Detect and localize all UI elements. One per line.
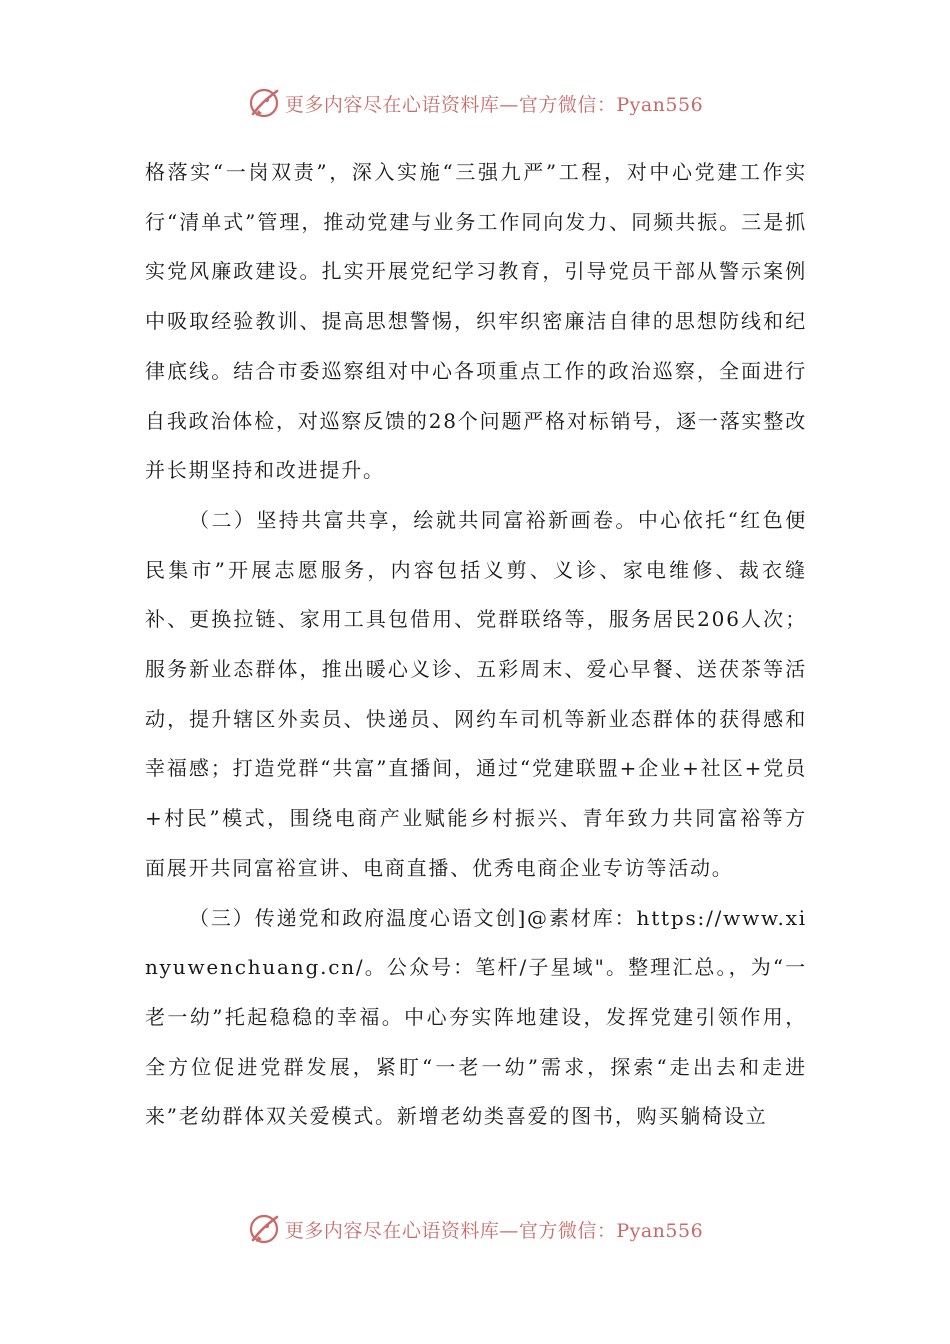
footer-banner [0, 1207, 950, 1251]
pen-logo-icon [247, 86, 281, 120]
footer-banner-text: 更多内容尽在心语资料库—官方微信：Pyan556 [284, 1219, 704, 1242]
paragraph-1: 格落实“一岗双责”，深入实施“三强九严”工程，对中心党建工作实行“清单式”管理，推动党建与业务工作同向发力、同频共振。三是抓实党风廉政建设。扎实开展党纪学习教育，引导党员干部从警示案例中吸取经验教训、提高思想警惕，织牢织密廉洁自律的思想防线和纪律底线。结合市委巡察组对中心各项重点工作的政治巡察，全面进行自我政治体检，对巡察反馈的28个问题严格对标销号，逐一落实整改并长期坚持和改进提升。 [145, 160, 807, 483]
pen-logo-icon [247, 1212, 281, 1246]
header-banner [0, 81, 950, 125]
paragraph-2: （二）坚持共富共享，绘就共同富裕新画卷。中心依托“红色便民集市”开展志愿服务，内容包括义剪、义诊、家电维修、裁衣缝补、更换拉链、家用工具包借用、党群联络等，服务居民206人次；服务新业态群体，推出暖心义诊、五彩周末、爱心早餐、送茯茶等活动，提升辖区外卖员、快递员、网约车司机等新业态群体的获得感和幸福感；打造党群“共富”直播间，通过“党建联盟+企业+社区+党员+村民”模式，围绕电商产业赋能乡村振兴、青年致力共同富裕等方面展开共同富裕宣讲、电商直播、优秀电商企业专访等活动。 [145, 507, 807, 880]
paragraph-3: （三）传递党和政府温度心语文创]@素材库：https://www.xinyuwenchuang.cn/。公众号：笔杆/子星域"。整理汇总。，为“一老一幼”托起稳稳的幸福。中心夯实阵地建设，发挥党建引领作用，全方位促进党群发展，紧盯“一老一幼”需求，探索“走出去和走进来”老幼群体双关爱模式。新增老幼类喜爱的图书，购买躺椅设立 [145, 905, 807, 1129]
header-banner-text: 更多内容尽在心语资料库—官方微信：Pyan556 [284, 93, 704, 116]
document-body [145, 148, 807, 1142]
